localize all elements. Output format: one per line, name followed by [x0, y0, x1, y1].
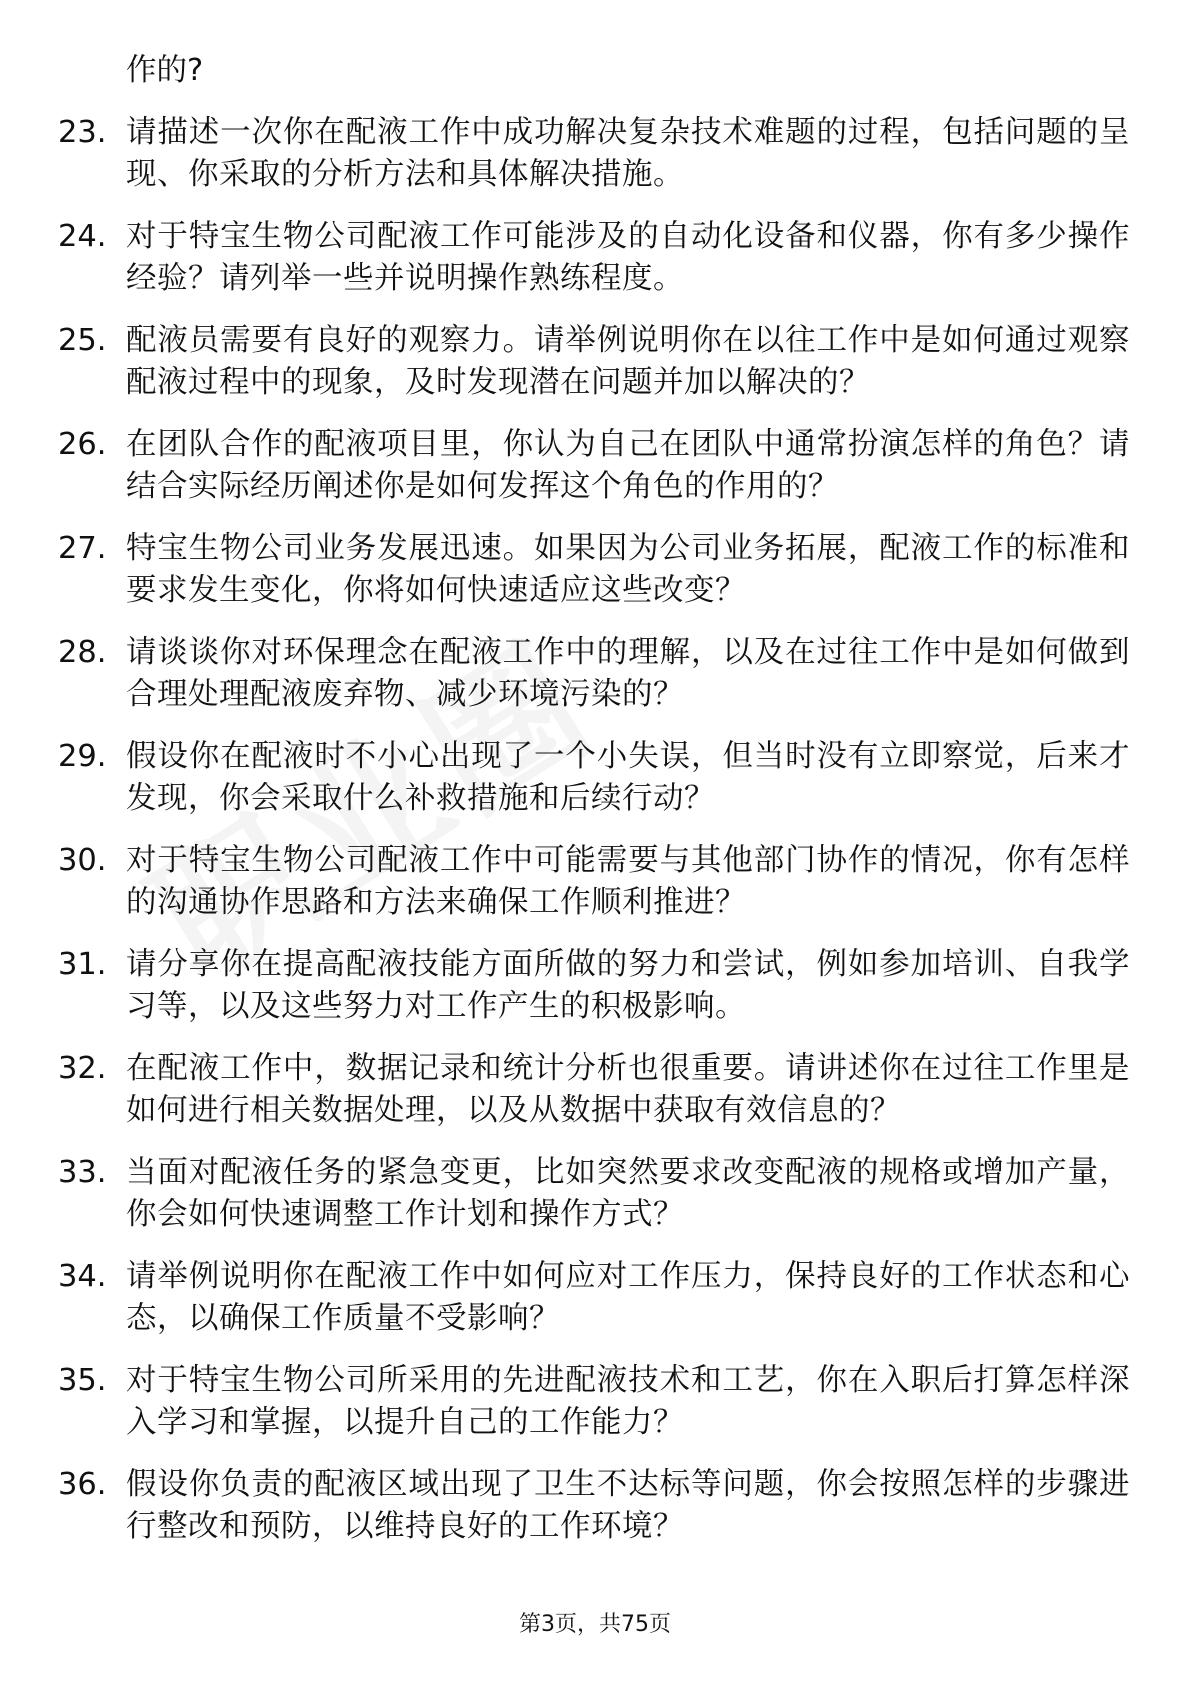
question-text: 当面对配液任务的紧急变更，比如突然要求改变配液的规格或增加产量，你会如何快速调整工作计划和操作方式？: [126, 1155, 1130, 1232]
question-item-36: [58, 1464, 1130, 1548]
question-text: 在配液工作中，数据记录和统计分析也很重要。请讲述你在过往工作里是如何进行相关数据处理，以及从数据中获取有效信息的？: [126, 1051, 1130, 1128]
question-number: 23.: [58, 115, 107, 150]
question-number: 35.: [58, 1363, 107, 1398]
question-number: 31.: [58, 947, 107, 982]
question-number: 26.: [58, 427, 107, 462]
question-number: 36.: [58, 1467, 107, 1502]
question-text: 假设你在配液时不小心出现了一个小失误，但当时没有立即察觉，后来才发现，你会采取什么补救措施和后续行动？: [126, 739, 1130, 816]
question-number: 28.: [58, 635, 107, 670]
question-item-24: [58, 216, 1130, 300]
question-number: 34.: [58, 1259, 107, 1294]
question-text: 请举例说明你在配液工作中如何应对工作压力，保持良好的工作状态和心态，以确保工作质量不受影响？: [126, 1259, 1130, 1336]
question-item-32: [58, 1048, 1130, 1132]
question-number: 25.: [58, 323, 107, 358]
question-item-27: [58, 528, 1130, 612]
question-text: 配液员需要有良好的观察力。请举例说明你在以往工作中是如何通过观察配液过程中的现象，及时发现潜在问题并加以解决的？: [126, 323, 1130, 400]
question-text: 假设你负责的配液区域出现了卫生不达标等问题，你会按照怎样的步骤进行整改和预防，以维持良好的工作环境？: [126, 1467, 1130, 1544]
continuation-text: 作的?: [126, 53, 204, 88]
question-item-25: [58, 320, 1130, 404]
question-item-34: [58, 1256, 1130, 1340]
question-list: [58, 50, 1130, 1568]
question-number: 30.: [58, 843, 107, 878]
question-number: 24.: [58, 219, 107, 254]
question-item-33: [58, 1152, 1130, 1236]
question-number: 32.: [58, 1051, 107, 1086]
question-text: 请描述一次你在配液工作中成功解决复杂技术难题的过程，包括问题的呈现、你采取的分析方法和具体解决措施。: [126, 115, 1130, 192]
question-item-31: [58, 944, 1130, 1028]
question-text: 对于特宝生物公司所采用的先进配液技术和工艺，你在入职后打算怎样深入学习和掌握，以提升自己的工作能力？: [126, 1363, 1130, 1440]
question-text: 特宝生物公司业务发展迅速。如果因为公司业务拓展，配液工作的标准和要求发生变化，你将如何快速适应这些改变？: [126, 531, 1130, 608]
question-item-23: [58, 112, 1130, 196]
question-item-35: [58, 1360, 1130, 1444]
question-number: 33.: [58, 1155, 107, 1190]
question-text: 对于特宝生物公司配液工作可能涉及的自动化设备和仪器，你有多少操作经验？请列举一些并说明操作熟练程度。: [126, 219, 1130, 296]
question-item-29: [58, 736, 1130, 820]
question-text: 请分享你在提高配液技能方面所做的努力和尝试，例如参加培训、自我学习等，以及这些努力对工作产生的积极影响。: [126, 947, 1130, 1024]
question-text: 请谈谈你对环保理念在配液工作中的理解，以及在过往工作中是如何做到合理处理配液废弃物、减少环境污染的？: [126, 635, 1130, 712]
question-number: 29.: [58, 739, 107, 774]
question-text: 在团队合作的配液项目里，你认为自己在团队中通常扮演怎样的角色？请结合实际经历阐述你是如何发挥这个角色的作用的？: [126, 427, 1130, 504]
question-text: 对于特宝生物公司配液工作中可能需要与其他部门协作的情况，你有怎样的沟通协作思路和方法来确保工作顺利推进？: [126, 843, 1130, 920]
question-item-30: [58, 840, 1130, 924]
page-footer: 第3页，共75页: [519, 1612, 671, 1637]
question-number: 27.: [58, 531, 107, 566]
question-item-28: [58, 632, 1130, 716]
question-item-26: [58, 424, 1130, 508]
